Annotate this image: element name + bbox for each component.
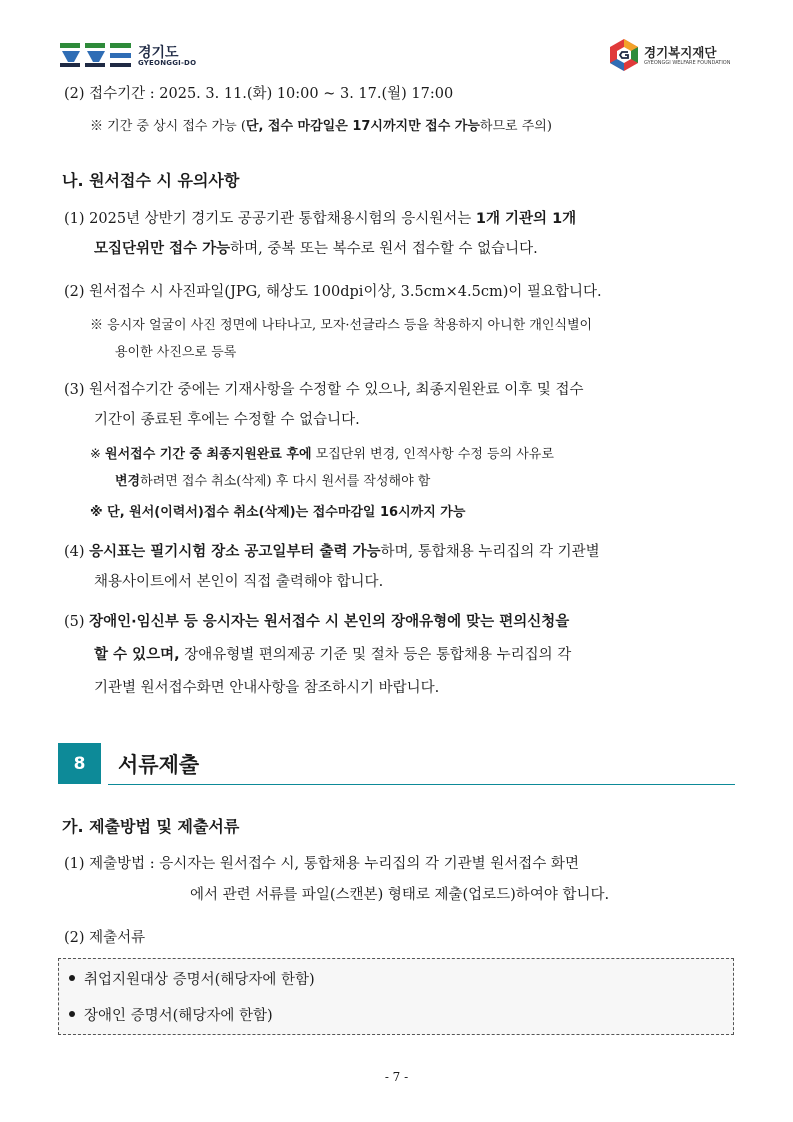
page-number: - 7 - [384,1070,409,1084]
item3-note1-line2: 변경하려면 접수 취소(삭제) 후 다시 원서를 작성해야 함 [115,474,431,489]
document-item: 장애인 증명서(해당자에 한함) [69,1004,273,1025]
section-rule [108,784,735,785]
item4-line1: (4) 응시표는 필기시험 장소 공고일부터 출력 가능하며, 통합채용 누리집의 각 기관별 [64,544,600,560]
welfare-foundation-logo [608,38,738,74]
documents-box [58,958,734,1035]
item4-line2: 채용사이트에서 본인이 직접 출력해야 합니다. [94,574,384,590]
welfare-foundation-mark-icon [608,38,640,72]
gyeonggi-mark-icon [60,42,132,68]
item2-note-line2: 용이한 사진으로 등록 [115,345,237,360]
item5-line2: 할 수 있으며, 장애유형별 편의제공 기준 및 절차 등은 통합채용 누리집의 각 [94,647,572,663]
gyeonggi-logo-sub: GYEONGGI-DO [138,59,197,67]
bullet-icon [69,975,75,981]
item5-line1: (5) 장애인·임신부 등 응시자는 원서접수 시 본인의 장애유형에 맞는 편의신청을 [64,614,570,630]
item1-line1: (1) 2025년 상반기 경기도 공공기관 통합채용시험의 응시원서는 1개 기관의 1개 [64,211,577,227]
document-item: 취업지원대상 증명서(해당자에 한함) [69,968,315,989]
welfare-foundation-sub: GYEONGGI WELFARE FOUNDATION [644,60,731,66]
item2-line1: (2) 원서접수 시 사진파일(JPG, 해상도 100dpi이상, 3.5cm×4.5cm)이 필요합니다. [64,284,602,300]
item5-line3: 기관별 원서접수화면 안내사항을 참조하시기 바랍니다. [94,680,440,696]
method-line1: (1) 제출방법 : 응시자는 원서접수 시, 통합채용 누리집의 각 기관별 원서접수 화면 [64,856,579,872]
period-note: ※ 기간 중 상시 접수 가능 (단, 접수 마감일은 17시까지만 접수 가능하므로 주의) [90,119,552,134]
item3-line2: 기간이 종료된 후에는 수정할 수 없습니다. [94,412,360,428]
item2-note-line1: ※ 응시자 얼굴이 사진 정면에 나타나고, 모자·선글라스 등을 착용하지 아니한 개인식별이 [90,318,593,333]
item3-note2: ※ 단, 원서(이력서)접수 취소(삭제)는 접수마감일 16시까지 가능 [90,505,466,520]
heading-ga: 가. 제출방법 및 제출서류 [62,817,240,836]
item3-note1-line1: ※ 원서접수 기간 중 최종지원완료 후에 모집단위 변경, 인적사항 수정 등의 사유로 [90,447,554,462]
item1-line2: 모집단위만 접수 가능하며, 중복 또는 복수로 원서 접수할 수 없습니다. [94,241,538,257]
bullet-icon [69,1011,75,1017]
section-number-badge: 8 [58,743,101,784]
gyeonggi-logo [60,42,200,70]
gyeonggi-logo-name: 경기도 [138,45,179,61]
period-line: (2) 접수기간 : 2025. 3. 11.(화) 10:00 ~ 3. 17.(월) 17:00 [64,86,454,102]
method-line2: 에서 관련 서류를 파일(스캔본) 형태로 제출(업로드)하여야 합니다. [190,887,610,903]
item3-line1: (3) 원서접수기간 중에는 기재사항을 수정할 수 있으나, 최종지원완료 이후 및 접수 [64,382,584,398]
docs-label: (2) 제출서류 [64,930,146,946]
section-title: 서류제출 [118,753,200,777]
welfare-foundation-name: 경기복지재단 [644,45,717,60]
heading-na: 나. 원서접수 시 유의사항 [62,171,240,190]
